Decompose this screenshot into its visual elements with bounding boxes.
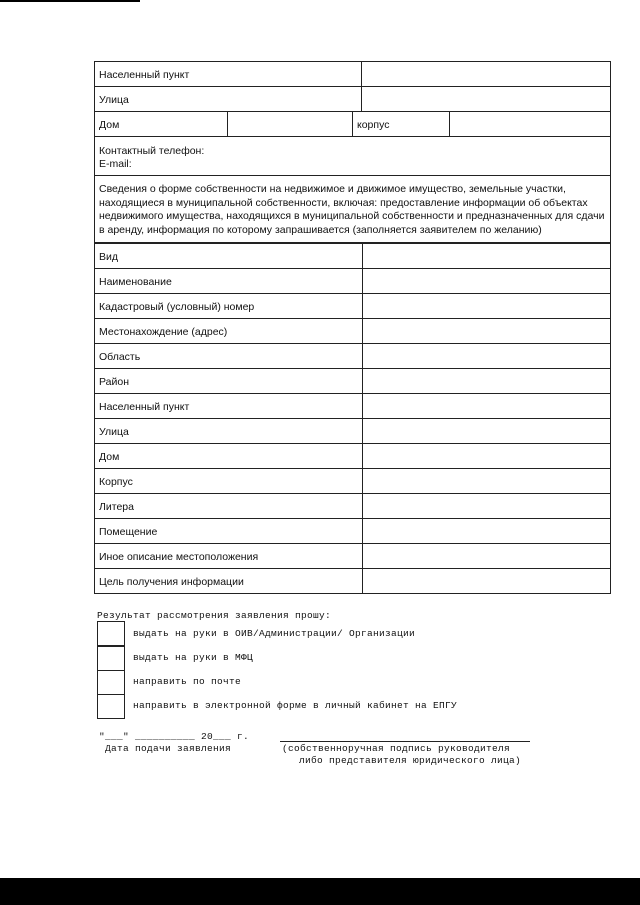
contact-phone-label: Контактный телефон: — [99, 145, 205, 157]
object-row-label: Район — [94, 368, 363, 394]
object-table — [94, 243, 611, 595]
object-row-value[interactable] — [362, 243, 611, 269]
object-row-value[interactable] — [362, 543, 611, 569]
object-row-value[interactable] — [362, 343, 611, 369]
object-row-value[interactable] — [362, 318, 611, 344]
option-checkbox-3[interactable] — [97, 670, 125, 695]
object-row-value[interactable] — [362, 443, 611, 469]
object-row-label: Местонахождение (адрес) — [94, 318, 363, 344]
object-row-label: Кадастровый (условный) номер — [94, 293, 363, 319]
scan-bottom-edge — [0, 878, 640, 905]
object-row-label: Иное описание местоположения — [94, 543, 363, 569]
option-checkbox-1[interactable] — [97, 621, 125, 646]
house-value[interactable] — [227, 111, 353, 137]
object-row-value[interactable] — [362, 418, 611, 444]
street-value[interactable] — [361, 86, 611, 112]
object-row-label: Помещение — [94, 518, 363, 544]
scan-top-edge — [0, 0, 140, 2]
option-checkbox-4[interactable] — [97, 694, 125, 719]
object-row-label: Корпус — [94, 468, 363, 494]
email-label: E-mail: — [99, 158, 132, 170]
settlement-label: Населенный пункт — [94, 61, 362, 87]
signature-line — [280, 741, 530, 742]
option-label-1: выдать на руки в ОИВ/Администрации/ Организации — [133, 628, 416, 639]
option-label-2: выдать на руки в МФЦ — [133, 652, 254, 663]
house-label: Дом — [94, 111, 228, 137]
object-row-value[interactable] — [362, 568, 611, 594]
object-row-label: Литера — [94, 493, 363, 519]
object-row-value[interactable] — [362, 293, 611, 319]
object-row-value[interactable] — [362, 368, 611, 394]
option-checkbox-2[interactable] — [97, 646, 125, 671]
signature-caption-2: либо представителя юридического лица) — [299, 755, 522, 766]
contacts-cell[interactable] — [94, 136, 611, 176]
object-row-value[interactable] — [362, 393, 611, 419]
object-row-value[interactable] — [362, 493, 611, 519]
object-row-label: Цель получения информации — [94, 568, 363, 594]
object-row-label: Наименование — [94, 268, 363, 294]
object-row-label: Область — [94, 343, 363, 369]
object-row-value[interactable] — [362, 518, 611, 544]
object-row-value[interactable] — [362, 268, 611, 294]
settlement-value[interactable] — [361, 61, 611, 87]
building-label: корпус — [352, 111, 450, 137]
result-heading: Результат рассмотрения заявления прошу: — [97, 610, 332, 621]
object-row-label: Улица — [94, 418, 363, 444]
date-caption: Дата подачи заявления — [105, 743, 232, 754]
option-label-3: направить по почте — [133, 676, 242, 687]
object-row-label: Дом — [94, 443, 363, 469]
property-info-text: Сведения о форме собственности на недвижимое и движимое имущество, земельные участки, находящиеся в муниципальной собственности, включая: предоставление информации об объектах недвижимого имущества, находящихся в муниципальной собственности и предназначенных для сдачи в аренду, информация по которому запрашивается (заполняется заявителем по желанию) — [94, 175, 611, 243]
option-label-4: направить в электронной форме в личный кабинет на ЕПГУ — [133, 700, 458, 711]
building-value[interactable] — [449, 111, 611, 137]
object-row-value[interactable] — [362, 468, 611, 494]
signature-caption-1: (собственноручная подпись руководителя — [282, 743, 511, 754]
date-line: "___" __________ 20___ г. — [99, 731, 250, 742]
object-row-label: Вид — [94, 243, 363, 269]
object-row-label: Населенный пункт — [94, 393, 363, 419]
street-label: Улица — [94, 86, 362, 112]
